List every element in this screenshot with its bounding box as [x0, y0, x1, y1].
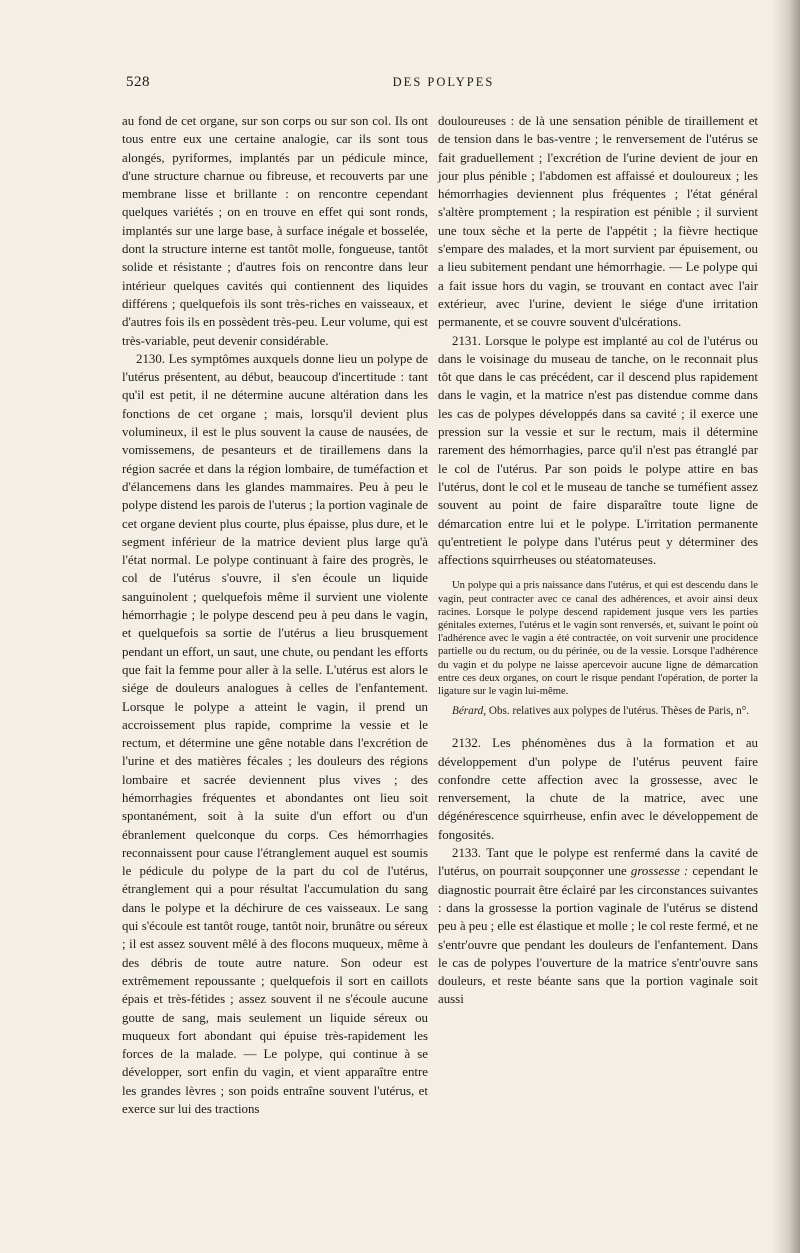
paragraph-2130: 2130. Les symptômes auxquels donne lieu un polype de l'utérus présentent, au début, beaucoup d'incertitude : tant qu'il est petit, il ne détermine aucune altération dans les fonctions de cet organe ; mais, lorsqu'il devient plus volumineux, il est le plus souvent la cause de nausées, de vomissemens, de pesanteurs et de tiraillemens dans la région sacrée et dans la région lombaire, de tuméfaction et d'élancemens dans les glandes mammaires. Peu à peu le polype distend les parois de l'uterus ; la portion vaginale de cet organe devient plus courte, plus épaisse, plus dure, et le segment inférieur de la matrice devient plus large qu'à l'état normal. Le polype continuant à faire des progrès, le col de l'utérus s'ouvre, il s'en écoule un liquide sanguinolent ; quelquefois même il survient une violente hémorrhagie ; le polype descend peu à peu dans le vagin, et quelquefois sa sortie de l'utérus a lieu brusquement pendant un effort, un saut, une chute, ou pendant les efforts que fait la femme pour aller à la selle. L'utérus est alors le siége de douleurs analogues à celles de l'enfantement. Lorsque le polype a atteint le vagin, il prend un accroissement plus rapide, comprime la vessie et le rectum, et détermine une gêne notable dans l'excrétion de l'urine et des matières fécales ; les douleurs des régions lombaire et sacrée deviennent plus vives ; des hémorrhagies fréquentes et abondantes ont lieu soit spontanément, soit à la suite d'un effort ou d'un ébranlement quelconque du corps. Ces hémorrhagies reconnaissent pour cause l'étranglement auquel est soumis le pédicule du polype de la part du col de l'utérus, étranglement qui a pour résultat l'accumulation du sang dans le polype et la déchirure de ces vaisseaux. Le sang qui s'écoule est tantôt rouge, tantôt noir, brunâtre ou séreux ; il est assez souvent mêlé à des flocons muqueux, même à des débris de toute autre nature. Son odeur est extrêmement repoussante ; quelquefois il sort en caillots épais et très-fétides ; assez souvent il ne s'écoule aucune goutte de sang, mais seulement un liquide séreux ou muqueux fort abondant qui épuise très-rapidement les forces de la malade. — Le polype, qui continue à se développer, sort enfin du vagin, et vient apparaître entre les grandes lèvres ; son poids entraîne souvent l'utérus, et exerce sur lui des tractions	[122, 351, 428, 1117]
paragraph-2132: 2132. Les phénomènes dus à la formation et au développement d'un polype de l'utérus peuvent faire confondre cette affection avec la grossesse, avec le renversement, la chute de la matrice, avec une dégénérescence squirrheuse, enfin avec le développement de fongosités.	[438, 736, 758, 842]
paragraph-2133	[438, 844, 758, 1009]
footnote-text: Un polype qui a pris naissance dans l'utérus, et qui est descendu dans le vagin, peut contracter avec ce canal des adhérences, et avoir ainsi deux racines. Lorsque le polype descend rapidement jusque vers les parties génitales externes, l'utérus et le vagin sont renversés, et, suivant le point où l'adhérence avec le vagin a été contractée, on voit survenir une procidence partielle ou du rectum, ou du périnée, ou de la vessie. Lorsque l'adhérence du vagin et du polype ne laisse apercevoir aucune ligne de démarcation entre ces deux organes, on court le risque pendant l'opération, de porter la ligature sur le vagin lui-même.	[438, 580, 758, 698]
right-column	[438, 112, 758, 1009]
citation-author: Bérard,	[452, 705, 487, 718]
spacer	[438, 718, 758, 734]
paragraph-continued: au fond de cet organe, sur son corps ou sur son col. Ils ont tous entre eux une certaine analogie, car ils sont tous alongés, pyriformes, implantés par un pédicule mince, d'une structure charnue ou fibreuse, et recouverts par une membrane lisse et brillante : on rencontre cependant quelques variétés ; on en trouve en effet qui sont ronds, implantés sur une large base, à surface inégale et bosselée, dont la structure interne est tantôt molle, fongueuse, tantôt solide et résistante ; d'autres fois on rencontre dans leur intérieur quelques cavités qui contiennent des liquides différens ; quelquefois ils sont très-riches en vaisseaux, et d'autres fois ils en possèdent très-peu. Leur volume, qui est très-variable, peut devenir considérable.	[122, 114, 428, 348]
page-header	[126, 74, 761, 94]
page-edge-shadow	[772, 0, 800, 1253]
page-number: 528	[126, 74, 150, 90]
citation-details: Obs. relatives aux polypes de l'utérus. Thèses de Paris, n°.	[486, 705, 750, 718]
paragraph-2133-start: 2133. Tant que le polype est renfermé dans la cavité de l'utérus, on pourrait soupçonner une	[438, 846, 758, 879]
paragraph-2131: 2131. Lorsque le polype est implanté au col de l'utérus ou dans le voisinage du museau de tanche, on le reconnait plus tôt que dans le cas précédent, car il descend plus rapidement dans le vagin, et la matrice n'est pas distendue comme dans les cas de polypes développés dans sa cavité ; il exerce une pression sur la vessie et sur le rectum, mais il détermine rarement des hémorrhagies, parce qu'il n'est pas étranglé par le col de l'utérus. Par son poids le polype attire en bas l'utérus, dont le col et le museau de tanche se tuméfient assez souvent au point de faire disparaître toute ligne de démarcation entre lui et le polype. L'irritation permanente qu'entretient le polype dans l'utérus peut y déterminer des affections squirrheuses ou stéatomateuses.	[438, 333, 758, 568]
footnote-citation	[438, 704, 758, 718]
left-column	[122, 112, 428, 1118]
footnote-block	[438, 579, 758, 718]
paragraph-continued-right: douloureuses : de là une sensation pénible de tiraillement et de tension dans le bas-ventre ; le renversement de l'utérus se fait graduellement ; l'excrétion de l'urine devient de jour en jour plus pénible ; l'abdomen est affaissé et douloureux ; les hémorrhagies deviennent plus fréquentes ; l'état général s'altère promptement ; la respiration est pénible ; il survient une toux sèche et la perte de l'appétit ; la fièvre hectique s'empare des malades, et la mort survient par épuisement, ou a lieu subitement pendant une hémorrhagie. — Le polype qui a fait issue hors du vagin, se trouvant en contact avec l'air extérieur, avec l'urine, devient le siége d'une irritation permanente, et se couvre souvent d'ulcérations.	[438, 114, 758, 330]
paragraph-2133-italic: grossesse :	[630, 864, 689, 879]
running-head: DES POLYPES	[392, 75, 495, 89]
paragraph-2133-end: cependant le diagnostic pourrait être éclairé par les circonstances suivantes : dans la grossesse la portion vaginale de l'utérus se distend peu à peu ; elle est élastique et molle ; le col reste fermé, et ne s'entr'ouvre que pendant les douleurs de l'enfantement. Dans le cas de polypes l'ouverture de la matrice s'entr'ouvre sans douleurs, et reste béante sans que la portion vaginale soit aussi	[438, 864, 758, 1007]
